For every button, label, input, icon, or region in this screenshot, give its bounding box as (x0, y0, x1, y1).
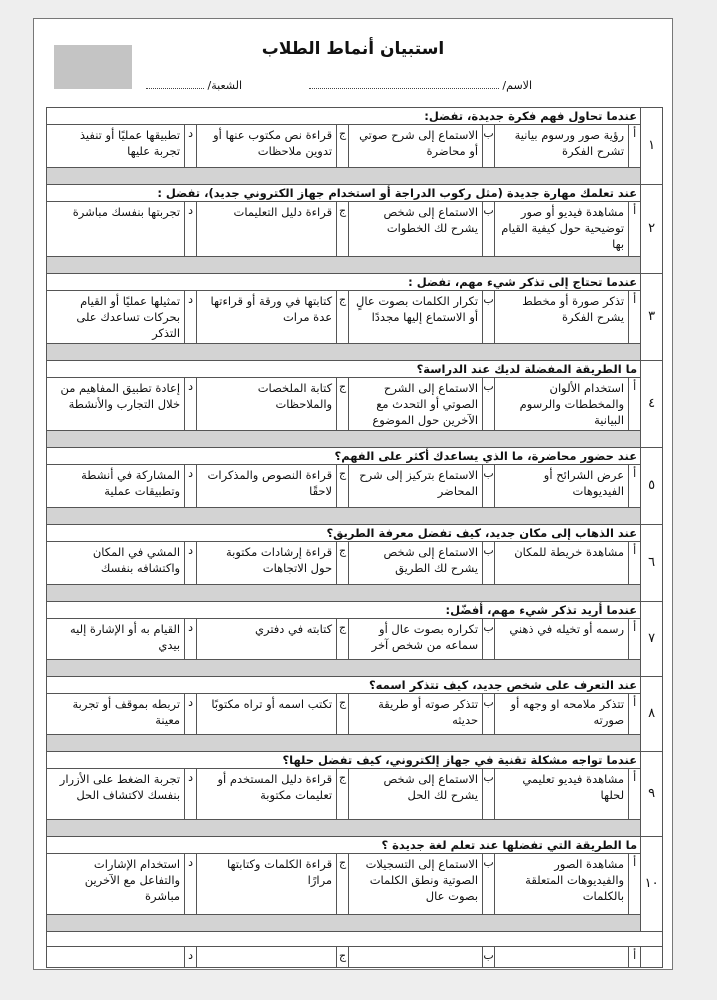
question-options-row (47, 378, 663, 431)
option-b[interactable]: الاستماع إلى شخص يشرح لك الخطوات (349, 202, 483, 257)
option-letter-a: أ (629, 769, 641, 820)
name-label: الاسم/ (502, 79, 532, 92)
question-stem-row (47, 677, 663, 694)
option-d[interactable]: المشي في المكان واكتشافه بنفسك (47, 542, 185, 585)
questions-table (46, 107, 663, 968)
name-field[interactable] (309, 79, 532, 92)
question-gap-row (47, 735, 663, 752)
question-gap-row (47, 431, 663, 448)
option-c[interactable]: تكتب اسمه أو تراه مكتوبًا (197, 694, 337, 735)
option-letter-b: ب (483, 769, 495, 820)
option-c[interactable]: قراءة نص مكتوب عنها أو تدوين ملاحظات (197, 125, 337, 168)
question-gap-row (47, 660, 663, 677)
question-options-row (47, 694, 663, 735)
option-letter-d: د (185, 378, 197, 431)
question-number: ٦ (641, 525, 663, 602)
option-d[interactable]: تطبيقها عمليًا أو تنفيذ تجربة عليها (47, 125, 185, 168)
option-letter-a: أ (629, 694, 641, 735)
option-letter-d: د (185, 291, 197, 344)
option-a[interactable]: رسمه أو تخيله في ذهني (495, 619, 629, 660)
separator-bar (47, 431, 641, 448)
question-stem-row (47, 602, 663, 619)
option-letter-b: ب (483, 378, 495, 431)
option-letter-a: أ (629, 854, 641, 915)
question-number: ٢ (641, 185, 663, 274)
option-letter-c: ج (337, 854, 349, 915)
tally-letter-c: ج (337, 947, 349, 968)
option-a[interactable]: استخدام الألوان والمخططات والرسوم البيانية (495, 378, 629, 431)
tally-box-b[interactable] (349, 947, 483, 968)
option-letter-b: ب (483, 465, 495, 508)
option-letter-c: ج (337, 542, 349, 585)
option-d[interactable]: المشاركة في أنشطة وتطبيقات عملية (47, 465, 185, 508)
question-stem: عندما تحاول فهم فكرة جديدة، تفضل: (47, 108, 641, 125)
question-stem-row (47, 108, 663, 125)
question-stem: ما الطريقة المفضلة لديك عند الدراسة؟ (47, 361, 641, 378)
question-number: ١٠ (641, 837, 663, 932)
question-gap-row (47, 585, 663, 602)
option-letter-d: د (185, 465, 197, 508)
option-letter-d: د (185, 619, 197, 660)
option-b[interactable]: تكرار الكلمات بصوت عالٍ أو الاستماع إليها مجددًا (349, 291, 483, 344)
question-options-row (47, 619, 663, 660)
separator-bar (47, 344, 641, 361)
question-number: ٣ (641, 274, 663, 361)
option-c[interactable]: كتابتها في ورقة أو قراءتها عدة مرات (197, 291, 337, 344)
tally-box-a[interactable] (495, 947, 629, 968)
question-stem-row (47, 361, 663, 378)
option-d[interactable]: إعادة تطبيق المفاهيم من خلال التجارب والأنشطة (47, 378, 185, 431)
option-letter-b: ب (483, 619, 495, 660)
tally-spacer (641, 947, 663, 968)
option-letter-b: ب (483, 694, 495, 735)
option-a[interactable]: مشاهدة الصور والفيديوهات المتعلقة بالكلمات (495, 854, 629, 915)
tally-blank-row (47, 932, 663, 947)
separator-bar (47, 508, 641, 525)
option-letter-c: ج (337, 619, 349, 660)
separator-bar (47, 257, 641, 274)
option-letter-c: ج (337, 465, 349, 508)
option-a[interactable]: عرض الشرائح أو الفيديوهات (495, 465, 629, 508)
option-a[interactable]: تتذكر ملامحه او وجهه أو صورته (495, 694, 629, 735)
option-letter-d: د (185, 769, 197, 820)
option-letter-c: ج (337, 694, 349, 735)
question-stem-row (47, 837, 663, 854)
option-letter-c: ج (337, 202, 349, 257)
option-letter-d: د (185, 854, 197, 915)
question-options-row (47, 465, 663, 508)
option-b[interactable]: تتذكر صوته أو طريقة حديثه (349, 694, 483, 735)
option-c[interactable]: قراءة دليل المستخدم أو تعليمات مكتوبة (197, 769, 337, 820)
option-a[interactable]: مشاهدة خريطة للمكان (495, 542, 629, 585)
option-letter-a: أ (629, 619, 641, 660)
option-letter-b: ب (483, 542, 495, 585)
option-d[interactable]: تمثيلها عمليًا أو القيام بحركات تساعدك على التذكر (47, 291, 185, 344)
separator-bar (47, 735, 641, 752)
option-letter-a: أ (629, 291, 641, 344)
option-d[interactable]: استخدام الإشارات والتفاعل مع الآخرين مباشرة (47, 854, 185, 915)
question-number: ٧ (641, 602, 663, 677)
option-letter-a: أ (629, 125, 641, 168)
tally-blank-cell (47, 932, 663, 947)
option-letter-c: ج (337, 125, 349, 168)
page-title: استبيان أنماط الطلاب (261, 39, 445, 59)
question-gap-row (47, 915, 663, 932)
questionnaire-sheet (33, 18, 673, 970)
question-number: ٤ (641, 361, 663, 448)
question-stem-row (47, 752, 663, 769)
option-c[interactable]: قراءة دليل التعليمات (197, 202, 337, 257)
separator-bar (47, 585, 641, 602)
option-b[interactable]: الاستماع إلى شخص يشرح لك الحل (349, 769, 483, 820)
separator-bar (47, 915, 641, 932)
question-stem: عند حضور محاضرة، ما الذي يساعدك أكثر على الفهم؟ (47, 448, 641, 465)
question-stem: ما الطريقة التي تفضلها عند تعلم لغة جديدة ؟ (47, 837, 641, 854)
option-letter-d: د (185, 202, 197, 257)
question-stem: عندما تحتاج إلى تذكر شيء مهم، تفضل : (47, 274, 641, 291)
separator-bar (47, 168, 641, 185)
option-c[interactable]: كتابة الملخصات والملاحظات (197, 378, 337, 431)
question-gap-row (47, 168, 663, 185)
option-letter-b: ب (483, 291, 495, 344)
question-stem: عند الذهاب إلى مكان جديد، كيف تفضل معرفة الطريق؟ (47, 525, 641, 542)
option-a[interactable]: مشاهدة فيديو أو صور توضيحية حول كيفية القيام بها (495, 202, 629, 257)
option-letter-a: أ (629, 542, 641, 585)
tally-box-d[interactable] (47, 947, 185, 968)
question-stem: عند التعرف على شخص جديد، كيف تتذكر اسمه؟ (47, 677, 641, 694)
option-c[interactable]: قراءة النصوص والمذكرات لاحقًا (197, 465, 337, 508)
option-letter-c: ج (337, 378, 349, 431)
question-stem-row (47, 274, 663, 291)
question-options-row (47, 769, 663, 820)
option-letter-a: أ (629, 202, 641, 257)
option-a[interactable]: مشاهدة فيديو تعليمي لحلها (495, 769, 629, 820)
option-b[interactable]: الاستماع إلى شخص يشرح لك الطريق (349, 542, 483, 585)
option-d[interactable]: القيام به أو الإشارة إليه بيدي (47, 619, 185, 660)
option-letter-d: د (185, 125, 197, 168)
question-gap-row (47, 820, 663, 837)
option-letter-b: ب (483, 854, 495, 915)
question-options-row (47, 854, 663, 915)
question-options-row (47, 291, 663, 344)
separator-bar (47, 660, 641, 677)
question-number: ٥ (641, 448, 663, 525)
option-a[interactable]: رؤية صور ورسوم بيانية تشرح الفكرة (495, 125, 629, 168)
question-stem-row (47, 525, 663, 542)
option-b[interactable]: الاستماع بتركيز إلى شرح المحاضر (349, 465, 483, 508)
option-b[interactable]: الاستماع إلى الشرح الصوتي أو التحدث مع الآخرين حول الموضوع (349, 378, 483, 431)
tally-letter-a: أ (629, 947, 641, 968)
question-number: ٩ (641, 752, 663, 837)
question-stem: عندما أريد تذكر شيء مهم، أفضّل: (47, 602, 641, 619)
section-field[interactable] (146, 79, 242, 92)
option-b[interactable]: الاستماع إلى التسجيلات الصوتية ونطق الكلمات بصوت عال (349, 854, 483, 915)
question-stem-row (47, 448, 663, 465)
question-gap-row (47, 344, 663, 361)
option-letter-b: ب (483, 125, 495, 168)
tally-letter-d: د (185, 947, 197, 968)
tally-box-c[interactable] (197, 947, 337, 968)
question-stem-row (47, 185, 663, 202)
question-gap-row (47, 508, 663, 525)
tally-row (47, 947, 663, 968)
option-a[interactable]: تذكر صورة أو مخطط يشرح الفكرة (495, 291, 629, 344)
option-letter-c: ج (337, 291, 349, 344)
question-stem: عندما تواجه مشكلة تقنية في جهاز إلكتروني، كيف تفضل حلها؟ (47, 752, 641, 769)
question-number: ١ (641, 108, 663, 185)
separator-bar (47, 820, 641, 837)
option-d[interactable]: تجربة الضغط على الأزرار بنفسك لاكتشاف الحل (47, 769, 185, 820)
question-number: ٨ (641, 677, 663, 752)
option-b[interactable]: تكراره بصوت عال أو سماعه من شخص آخر (349, 619, 483, 660)
question-options-row (47, 542, 663, 585)
option-letter-a: أ (629, 378, 641, 431)
question-gap-row (47, 257, 663, 274)
question-options-row (47, 125, 663, 168)
question-options-row (47, 202, 663, 257)
option-letter-d: د (185, 542, 197, 585)
option-letter-d: د (185, 694, 197, 735)
option-d[interactable]: تجربتها بنفسك مباشرة (47, 202, 185, 257)
option-c[interactable]: كتابته في دفتري (197, 619, 337, 660)
option-b[interactable]: الاستماع إلى شرح صوتي أو محاضرة (349, 125, 483, 168)
option-letter-a: أ (629, 465, 641, 508)
option-letter-c: ج (337, 769, 349, 820)
option-c[interactable]: قراءة الكلمات وكتابتها مرارًا (197, 854, 337, 915)
section-label: الشعبة/ (207, 79, 242, 92)
option-c[interactable]: قراءة إرشادات مكتوبة حول الاتجاهات (197, 542, 337, 585)
option-letter-b: ب (483, 202, 495, 257)
option-d[interactable]: تربطه بموقف أو تجربة معينة (47, 694, 185, 735)
question-stem: عند تعلمك مهارة جديدة (مثل ركوب الدراجة أو استخدام جهاز الكتروني جديد)، تفضل : (47, 185, 641, 202)
tally-letter-b: ب (483, 947, 495, 968)
